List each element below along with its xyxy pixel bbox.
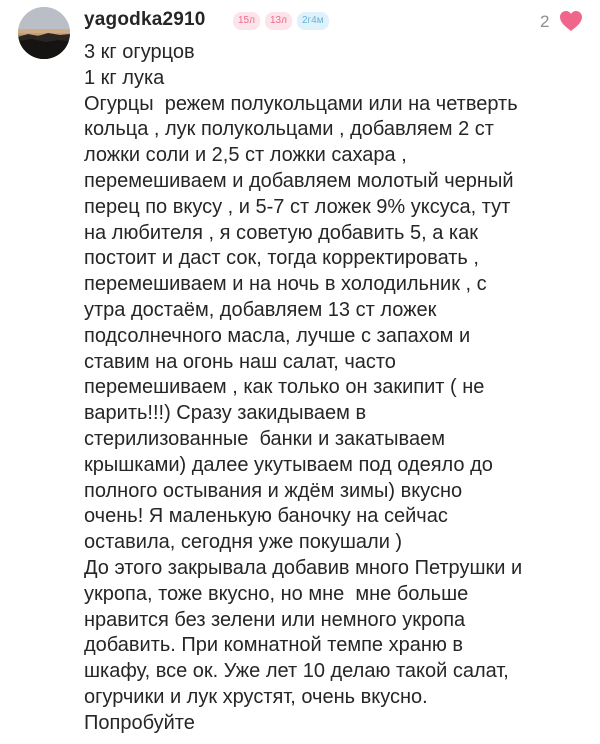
comment-line: подсолнечного масла, лучше с запахом и	[84, 324, 471, 347]
comment-line: кольца , лук полукольцами , добавляем 2 ст	[84, 118, 494, 141]
badge-child-age: 13л	[265, 12, 292, 30]
comment-line: оставила, сегодня уже покушали )	[84, 531, 403, 554]
comment-line: стерилизованные банки и закатываем	[84, 427, 445, 450]
avatar-landscape-icon	[18, 7, 70, 59]
comment-line: 3 кг огурцов	[84, 41, 195, 63]
comment-line: утра достаём, добавляем 13 ст ложек	[84, 298, 437, 321]
badge-age: 15л	[233, 12, 260, 30]
comment-line: добавить. При комнатной темпе храню в	[84, 634, 464, 657]
comment-line: перемешиваем и добавляем молотый черный	[84, 169, 514, 192]
comment-line: До этого закрывала добавив много Петрушки и	[84, 556, 523, 579]
comment-line: укропа, тоже вкусно, но мне мне больше	[84, 582, 469, 605]
comment-line: полного остывания и ждём зимы) вкусно	[84, 479, 463, 502]
comment-line: ложки соли и 2,5 ст ложки сахара ,	[84, 144, 407, 167]
comment-line: Огурцы режем полукольцами или на четверть	[84, 92, 518, 115]
comment-line: огурчики и лук хрустят, очень вкусно.	[84, 685, 428, 708]
comment-line: варить!!!) Сразу закидываем в	[84, 402, 367, 425]
comment-text	[84, 40, 584, 737]
comment-line: 1 кг лука	[84, 66, 165, 89]
comment-line: на любителя , я советую добавить 5, а как	[84, 221, 478, 244]
user-badges	[233, 12, 329, 30]
badge-baby-age: 2г4м	[297, 12, 329, 30]
comment-line: перец по вкусу , и 5-7 ст ложек 9% уксуса, тут	[84, 195, 511, 218]
like-count: 2	[540, 12, 550, 31]
comment-line: постоит и даст сок, тогда корректировать ,	[84, 247, 479, 270]
avatar[interactable]	[18, 7, 70, 59]
comment-line: очень! Я маленькую баночку на сейчас	[84, 505, 448, 528]
comment-line: нравится без зелени или немного укропа	[84, 608, 466, 631]
comment-line: перемешиваем и на ночь в холодильник , с	[84, 273, 487, 296]
comment-line: Попробуйте	[84, 711, 195, 734]
heart-icon[interactable]	[559, 10, 583, 32]
username[interactable]: yagodka2910	[84, 9, 206, 30]
comment-line: крышками) далее укутываем под одеяло до	[84, 453, 493, 476]
comment-line: ставим на огонь наш салат, часто	[84, 350, 396, 373]
comment-line: шкафу, все ок. Уже лет 10 делаю такой салат,	[84, 660, 509, 683]
comment-line: перемешиваем , как только он закипит ( не	[84, 376, 485, 399]
